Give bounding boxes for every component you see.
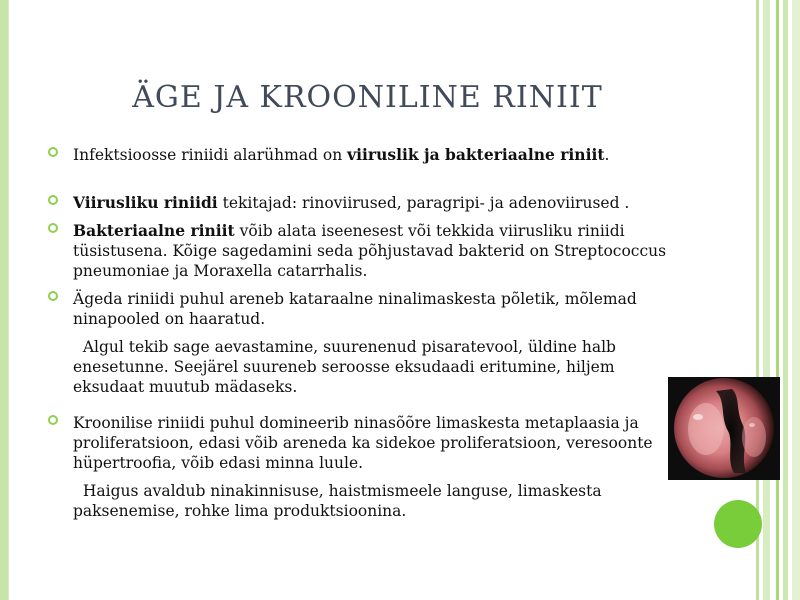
bullet-text: Ägeda riniidi puhul areneb kataraalne ninalimaskesta põletik, mõlemad ninapooled on haaratud. <box>73 290 637 328</box>
bullet-subgroups <box>48 145 678 165</box>
endoscopy-illustration <box>668 377 780 480</box>
bullet-icon <box>48 291 58 301</box>
right-decor-stripes <box>756 0 800 600</box>
paragraph-acute-followup <box>48 337 678 397</box>
decorative-green-circle <box>714 500 762 548</box>
bullet-text: võib alata iseenesest või tekkida viirusliku riniidi tüsistusena. Kõige sagedamini seda põhjustavad bakterid on Streptococcus pneumoniae ja Moraxella catarrhalis. <box>73 222 667 280</box>
bullet-icon <box>48 415 58 425</box>
bullet-chronic <box>48 413 678 473</box>
paragraph-text: Algul tekib sage aevastamine, suurenenud pisaratevool, üldine halb enesetunne. Seejärel suureneb seroosse eksudaadi eritumine, hiljem eksudaat muutub mädaseks. <box>73 338 616 396</box>
endoscopic-nasal-image <box>668 377 780 480</box>
bullet-text: tekitajad: rinoviirused, paragripi- ja adenoviirused . <box>217 194 630 212</box>
bullet-text: Infektsioosse riniidi alarühmad on <box>73 146 348 164</box>
bullet-bacterial <box>48 221 678 281</box>
bullet-bold: Bakteriaalne riniit <box>73 221 235 240</box>
bullet-bold: viiruslik ja bakteriaalne riniit <box>347 145 605 164</box>
bullet-icon <box>48 147 58 157</box>
bullet-acute <box>48 289 678 329</box>
slide-title: ÄGE JA KROONILINE RINIIT <box>132 80 603 115</box>
slide-body <box>48 145 678 536</box>
bullet-bold: Viirusliku riniidi <box>73 193 218 212</box>
bullet-icon <box>48 195 58 205</box>
bullet-icon <box>48 223 58 233</box>
bullet-text: . <box>604 146 610 164</box>
paragraph-chronic-followup <box>48 481 678 521</box>
bullet-viral-pathogens <box>48 193 678 213</box>
paragraph-text: Haigus avaldub ninakinnisuse, haistmismeele languse, limaskesta paksenemise, rohke lima produktsioonina. <box>73 481 602 520</box>
bullet-text: Kroonilise riniidi puhul domineerib ninasõõre limaskesta metaplaasia ja proliferatsioon, edasi võib areneda ka sidekoe proliferatsioon, veresoonte hüpertroofia, võib edasi minna luule. <box>73 413 653 472</box>
